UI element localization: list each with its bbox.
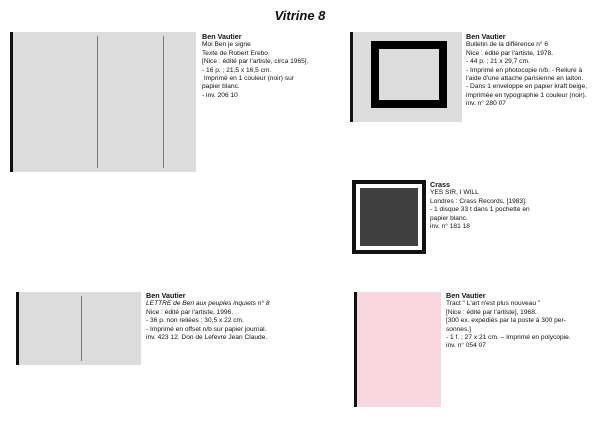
caption-line: inv. n° 054 07: [446, 342, 486, 350]
caption-item-1: [202, 33, 342, 100]
tract-image: [354, 292, 441, 407]
author-name: Ben Vautier: [446, 291, 486, 300]
caption-line: Tract " L'art n'est plus nouveau ": [446, 300, 541, 308]
spine: [350, 32, 353, 122]
record-sleeve-image: [352, 180, 426, 254]
caption-item-4: [146, 292, 296, 342]
caption-line: - 44 p. ; 21 x 29,7 cm.: [466, 58, 530, 66]
spine: [16, 292, 19, 365]
caption-line: [300 ex. expédiés par la poste à 300 per-: [446, 317, 566, 325]
caption-line: papier blanc.: [202, 83, 240, 91]
author-name: Crass: [430, 180, 450, 189]
caption-line: Texte de Robert Erebo.: [202, 49, 270, 57]
caption-line: inv. n° 181 18: [430, 223, 470, 231]
caption-line: inv. n° 280 07: [466, 100, 506, 108]
caption-title-line: LETTRE de Ben aux peuples inquiets n° 8: [146, 300, 270, 308]
caption-line: papier blanc.: [430, 214, 468, 222]
caption-line: - 16 p. ; 21,5 x 16,5 cm.: [202, 66, 272, 74]
caption-line: Moi Ben je signe: [202, 41, 251, 49]
letter-image: [16, 292, 141, 365]
caption-line: Bulletin de la différence n° 6: [466, 41, 549, 49]
caption-line: [Nice : édité par l'artiste, circa 1965].: [202, 58, 309, 66]
author-name: Ben Vautier: [466, 32, 506, 41]
caption-line: - inv. 206 10: [202, 91, 238, 99]
caption-line: Imprimé en 1 couleur (noir) sur: [202, 75, 294, 83]
caption-line: Nice : édité par l'artiste, 1978.: [466, 49, 554, 57]
caption-line: sonnes.]: [446, 325, 471, 333]
caption-line: - Dans 1 enveloppe en papier kraft beige,: [466, 83, 587, 91]
frame-inner-area: [379, 49, 439, 100]
caption-line: - 1 disque 33 t dans 1 pochette en: [430, 206, 530, 214]
caption-line: YES SIR, I WILL: [430, 189, 479, 197]
booklet-image-1: [10, 32, 196, 172]
caption-line: Nice : édité par l'artiste, 1996.: [146, 308, 234, 316]
page-title: Vitrine 8: [274, 8, 326, 23]
bulletin-image: [350, 32, 462, 122]
page-fold-line: [163, 36, 164, 168]
caption-item-3: [430, 181, 560, 231]
caption-line: - Imprimé en photocopie n/b. - Reliure à: [466, 66, 583, 74]
caption-item-2: [466, 33, 596, 109]
caption-line: imprimée en typographie 1 couleur (noir).: [466, 91, 587, 99]
caption-line: l'aide d'une attache parisienne en laiton.: [466, 75, 584, 83]
caption-item-5: [446, 292, 591, 351]
caption-line: - Imprimé en offset n/b sur papier journal.: [146, 325, 267, 333]
caption-line: Londres : Crass Records, [1983].: [430, 197, 527, 205]
sleeve-inner-square: [360, 188, 418, 246]
spine: [10, 32, 13, 172]
caption-line: - 1 f. ; 27 x 21 cm. – Imprimé en polycopie.: [446, 334, 571, 342]
caption-line: inv. 423 12. Don de Lefevre Jean Claude.: [146, 334, 268, 342]
caption-line: - 36 p. non reliées ; 30,5 x 22 cm.: [146, 317, 244, 325]
page-fold-line: [97, 36, 98, 168]
author-name: Ben Vautier: [202, 32, 242, 41]
caption-line: [Nice : édité par l'artiste], 1968.: [446, 308, 537, 316]
page-fold-line: [81, 296, 82, 361]
author-name: Ben Vautier: [146, 291, 186, 300]
spine: [354, 292, 357, 407]
